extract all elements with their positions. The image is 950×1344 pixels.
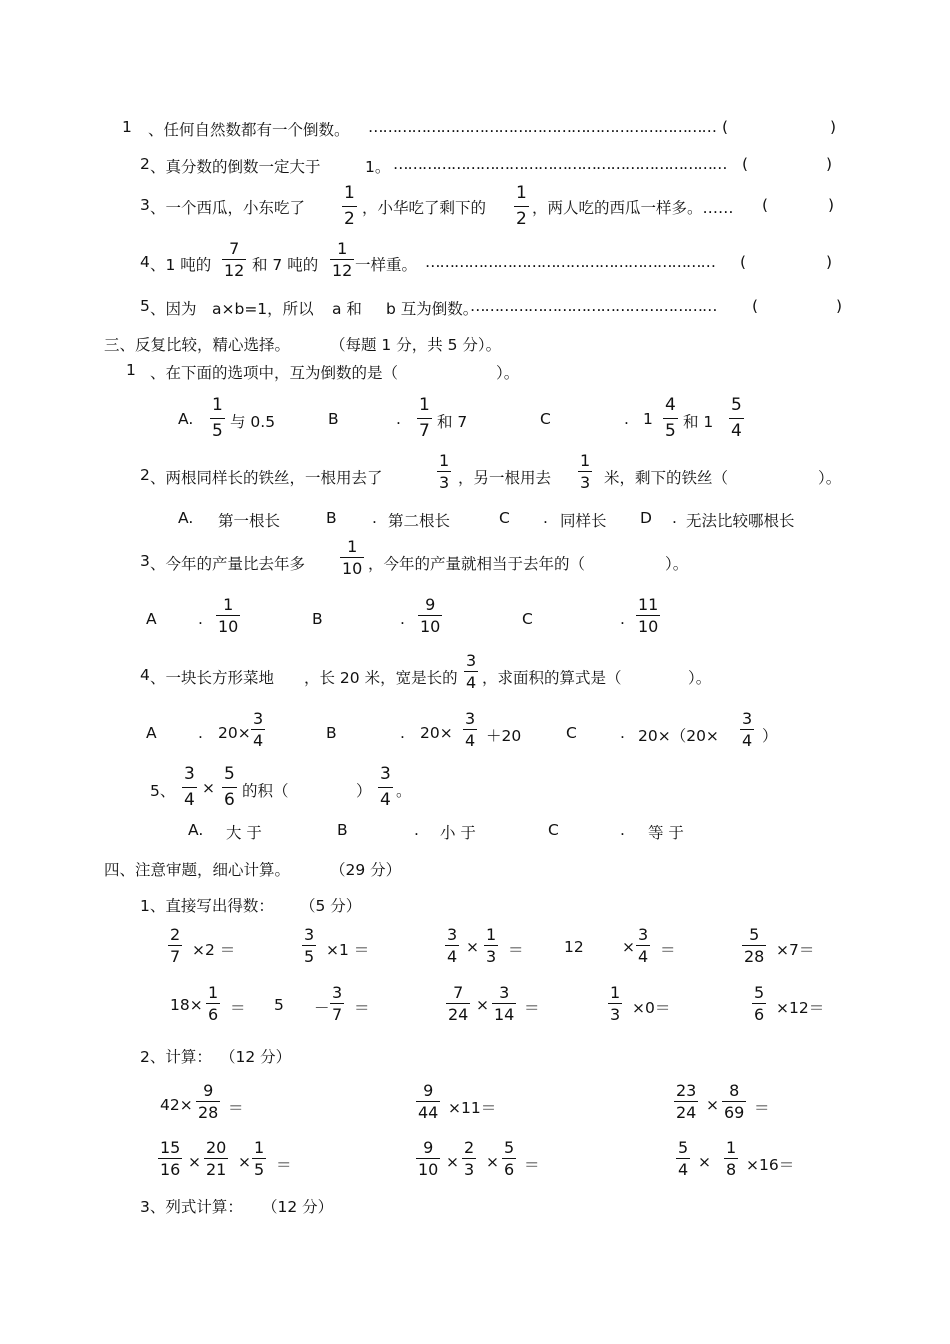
- calc-op: ×7＝: [776, 941, 815, 959]
- fraction: $\frac{3}{4}$: [380, 764, 391, 810]
- judge-text: 、因为: [150, 300, 197, 318]
- question-text: 的积（: [242, 782, 289, 800]
- fraction: $\frac{7}{12}$: [224, 239, 245, 280]
- option-expr: 20×（20×: [638, 727, 719, 745]
- option-text: 与 0.5: [230, 413, 276, 431]
- answer-paren-close: ): [828, 196, 835, 214]
- question-text: 、一块长方形菜地: [150, 669, 275, 687]
- question-text: ，求面积的算式是（: [482, 669, 622, 687]
- times-sign: ×: [706, 1096, 719, 1114]
- option-dot: .: [198, 610, 203, 628]
- option-label-a: A: [146, 610, 157, 628]
- judge-num: 2: [140, 155, 150, 173]
- whole-number: 12: [564, 938, 584, 956]
- fraction: $\frac{1}{8}$: [726, 1138, 737, 1179]
- option-dot: .: [624, 410, 629, 428]
- fraction: $\frac{3}{5}$: [304, 925, 315, 966]
- calc-op: ×2 ＝: [192, 941, 236, 959]
- judge-num: 1: [122, 118, 132, 136]
- whole-number: 5: [274, 996, 284, 1014]
- fraction: $\frac{5}{4}$: [731, 395, 742, 441]
- section-score: （每题 1 分，共 5 分）。: [330, 336, 502, 354]
- judge-num: 3: [140, 196, 150, 214]
- fraction: $\frac{1}{5}$: [212, 395, 223, 441]
- option-dot: .: [543, 509, 548, 527]
- option-label-c: C: [548, 821, 559, 839]
- fraction: $\frac{9}{44}$: [418, 1081, 439, 1122]
- option-dot: .: [672, 509, 677, 527]
- question-text: ，长 20 米，宽是长的: [304, 669, 458, 687]
- times-sign: ×: [486, 1153, 499, 1171]
- judge-num: 4: [140, 253, 150, 271]
- option-label-c: C: [566, 724, 577, 742]
- fraction: $\frac{1}{7}$: [419, 395, 430, 441]
- fraction: $\frac{3}{4}$: [638, 925, 649, 966]
- option-text: 同样长: [560, 512, 607, 530]
- fraction: $\frac{1}{3}$: [486, 925, 497, 966]
- option-text: 等 于: [648, 824, 684, 842]
- fraction: $\frac{8}{69}$: [724, 1081, 745, 1122]
- times-sign: ×: [446, 1153, 459, 1171]
- option-label-c: C: [540, 410, 551, 428]
- times-sign: ×: [622, 938, 635, 956]
- question-num: 1: [126, 361, 136, 379]
- leader-dots: ……………………………………………: [470, 297, 717, 315]
- fraction: $\frac{1}{2}$: [516, 183, 527, 229]
- option-label-a: A.: [188, 821, 204, 839]
- question-text: 、今年的产量比去年多: [150, 555, 306, 573]
- option-dot: .: [372, 509, 377, 527]
- whole-number: 42×: [160, 1096, 193, 1114]
- option-text: 小 于: [440, 824, 476, 842]
- part-score: （5 分）: [300, 897, 362, 915]
- minus-sign: －: [314, 999, 330, 1017]
- fraction: $\frac{7}{24}$: [448, 983, 469, 1024]
- option-text: 第二根长: [388, 512, 451, 530]
- judge-text: b 互为倒数。: [386, 300, 479, 318]
- question-close: ）。: [665, 555, 689, 573]
- question-num: 4: [140, 666, 150, 684]
- option-expr: ＋20: [486, 727, 522, 745]
- option-text: 大 于: [226, 824, 262, 842]
- answer-paren-close: ): [826, 155, 833, 173]
- option-dot: .: [620, 724, 625, 742]
- part-title: 3、列式计算：: [140, 1198, 243, 1216]
- fraction: $\frac{11}{10}$: [638, 595, 659, 636]
- option-dot: .: [400, 724, 405, 742]
- fraction: $\frac{3}{4}$: [466, 651, 477, 692]
- judge-text: 、1 吨的: [150, 256, 212, 274]
- part-score: （12 分）: [262, 1198, 334, 1216]
- question-close: ）。: [818, 469, 842, 487]
- equals-sign: ＝: [354, 999, 370, 1017]
- section-score: （29 分）: [330, 861, 402, 879]
- fraction: $\frac{5}{6}$: [504, 1138, 515, 1179]
- option-label-d: D: [640, 509, 652, 527]
- fraction: $\frac{23}{24}$: [676, 1081, 697, 1122]
- option-text: 和 7: [437, 413, 468, 431]
- question-text: ，今年的产量就相当于去年的（: [368, 555, 586, 573]
- leader-dots: ……………………………………………………………: [393, 155, 727, 173]
- section-title: 四、注意审题，细心计算。: [104, 861, 291, 879]
- equals-sign: ＝: [228, 1099, 244, 1117]
- question-text: ，另一根用去: [458, 469, 552, 487]
- fraction: $\frac{1}{10}$: [342, 537, 363, 578]
- fraction: $\frac{3}{4}$: [447, 925, 458, 966]
- fraction: $\frac{3}{4}$: [253, 709, 264, 750]
- times-sign: ×: [466, 938, 479, 956]
- question-close: ）: [356, 782, 372, 800]
- part-title: 1、直接写出得数：: [140, 897, 274, 915]
- fraction: $\frac{20}{21}$: [206, 1138, 227, 1179]
- question-end: 。: [396, 782, 412, 800]
- question-num: 2: [140, 466, 150, 484]
- question-text: 、在下面的选项中，互为倒数的是（: [150, 364, 399, 382]
- fraction: $\frac{3}{14}$: [494, 983, 515, 1024]
- question-close: ）。: [688, 669, 712, 687]
- equals-sign: ＝: [524, 999, 540, 1017]
- judge-text: 、真分数的倒数一定大于: [150, 158, 321, 176]
- fraction: $\frac{1}{2}$: [344, 183, 355, 229]
- judge-text: a 和: [332, 300, 362, 318]
- fraction: $\frac{5}{28}$: [744, 925, 765, 966]
- question-text: 米，剩下的铁丝（: [604, 469, 729, 487]
- judge-text: 一样重。: [355, 256, 418, 274]
- fraction: $\frac{1}{6}$: [208, 983, 219, 1024]
- fraction: $\frac{5}{6}$: [224, 764, 235, 810]
- whole-number: 1: [643, 410, 653, 428]
- option-label-c: C: [522, 610, 533, 628]
- option-expr: 20×: [218, 724, 251, 742]
- option-label-b: B: [337, 821, 348, 839]
- answer-paren-open: (: [742, 155, 749, 173]
- judge-num: 5: [140, 297, 150, 315]
- fraction: $\frac{3}{4}$: [184, 764, 195, 810]
- leader-dots: ………………………………………………………………: [368, 118, 716, 136]
- judge-value: 1。: [365, 158, 391, 176]
- times-sign: ×: [238, 1153, 251, 1171]
- answer-paren-open: (: [722, 118, 729, 136]
- judge-expr: a×b=1，所以: [212, 300, 314, 318]
- option-label-a: A.: [178, 509, 194, 527]
- answer-paren-open: (: [740, 253, 747, 271]
- equals-sign: ＝: [230, 999, 246, 1017]
- option-text: 和 1: [683, 413, 714, 431]
- option-dot: .: [400, 610, 405, 628]
- question-num: 5、: [150, 782, 176, 800]
- option-label-b: B: [328, 410, 339, 428]
- fraction: $\frac{5}{6}$: [754, 983, 765, 1024]
- calc-op: ×11＝: [448, 1099, 497, 1117]
- calc-op: ×12＝: [776, 999, 825, 1017]
- fraction: $\frac{3}{4}$: [465, 709, 476, 750]
- answer-paren-close: ): [836, 297, 843, 315]
- judge-text: ，两人吃的西瓜一样多。……: [532, 199, 734, 217]
- fraction: $\frac{3}{4}$: [742, 709, 753, 750]
- option-text: 第一根长: [218, 512, 281, 530]
- answer-paren-open: (: [752, 297, 759, 315]
- fraction: $\frac{1}{5}$: [254, 1138, 265, 1179]
- equals-sign: ＝: [660, 941, 676, 959]
- equals-sign: ＝: [276, 1156, 292, 1174]
- fraction: $\frac{1}{10}$: [218, 595, 239, 636]
- option-dot: .: [414, 821, 419, 839]
- times-sign: ×: [476, 996, 489, 1014]
- part-score: （12 分）: [220, 1048, 292, 1066]
- question-close: ）。: [496, 364, 520, 382]
- equals-sign: ＝: [754, 1099, 770, 1117]
- question-num: 3: [140, 552, 150, 570]
- option-label-a: A: [146, 724, 157, 742]
- calc-op: ×0＝: [632, 999, 671, 1017]
- fraction: $\frac{1}{3}$: [580, 451, 591, 492]
- times-sign: ×: [698, 1153, 711, 1171]
- fraction: $\frac{4}{5}$: [665, 395, 676, 441]
- judge-text: ，小华吃了剩下的: [362, 199, 487, 217]
- question-text: 、两根同样长的铁丝，一根用去了: [150, 469, 383, 487]
- answer-paren-open: (: [762, 196, 769, 214]
- option-label-a: A.: [178, 410, 194, 428]
- fraction: $\frac{1}{3}$: [439, 451, 450, 492]
- option-label-b: B: [326, 724, 337, 742]
- answer-paren-close: ): [830, 118, 837, 136]
- part-title: 2、计算：: [140, 1048, 212, 1066]
- fraction: $\frac{1}{3}$: [610, 983, 621, 1024]
- option-dot: .: [620, 610, 625, 628]
- option-expr: 20×: [420, 724, 453, 742]
- option-expr: ）: [762, 727, 778, 745]
- option-dot: .: [620, 821, 625, 839]
- calc-op: ×16＝: [746, 1156, 795, 1174]
- fraction: $\frac{5}{4}$: [678, 1138, 689, 1179]
- judge-text: 、任何自然数都有一个倒数。: [148, 121, 350, 139]
- leader-dots: ……………………………………………………: [425, 253, 715, 271]
- option-text: 无法比较哪根长: [686, 512, 795, 530]
- times-sign: ×: [188, 1153, 201, 1171]
- judge-text: 和 7 吨的: [252, 256, 319, 274]
- fraction: $\frac{2}{7}$: [170, 925, 181, 966]
- fraction: $\frac{9}{10}$: [420, 595, 441, 636]
- option-label-c: C: [499, 509, 510, 527]
- calc-op: ×1 ＝: [326, 941, 370, 959]
- fraction: $\frac{3}{7}$: [332, 983, 343, 1024]
- option-label-b: B: [312, 610, 323, 628]
- equals-sign: ＝: [508, 941, 524, 959]
- whole-number: 18×: [170, 996, 203, 1014]
- times-sign: ×: [202, 779, 215, 797]
- option-dot: .: [198, 724, 203, 742]
- answer-paren-close: ): [826, 253, 833, 271]
- section-title: 三、反复比较，精心选择。: [104, 336, 291, 354]
- fraction: $\frac{9}{28}$: [198, 1081, 219, 1122]
- fraction: $\frac{2}{3}$: [464, 1138, 475, 1179]
- equals-sign: ＝: [524, 1156, 540, 1174]
- fraction: $\frac{9}{10}$: [418, 1138, 439, 1179]
- fraction: $\frac{1}{12}$: [332, 239, 353, 280]
- option-label-b: B: [326, 509, 337, 527]
- judge-text: 、一个西瓜，小东吃了: [150, 199, 306, 217]
- option-dot: .: [396, 410, 401, 428]
- fraction: $\frac{15}{16}$: [160, 1138, 181, 1179]
